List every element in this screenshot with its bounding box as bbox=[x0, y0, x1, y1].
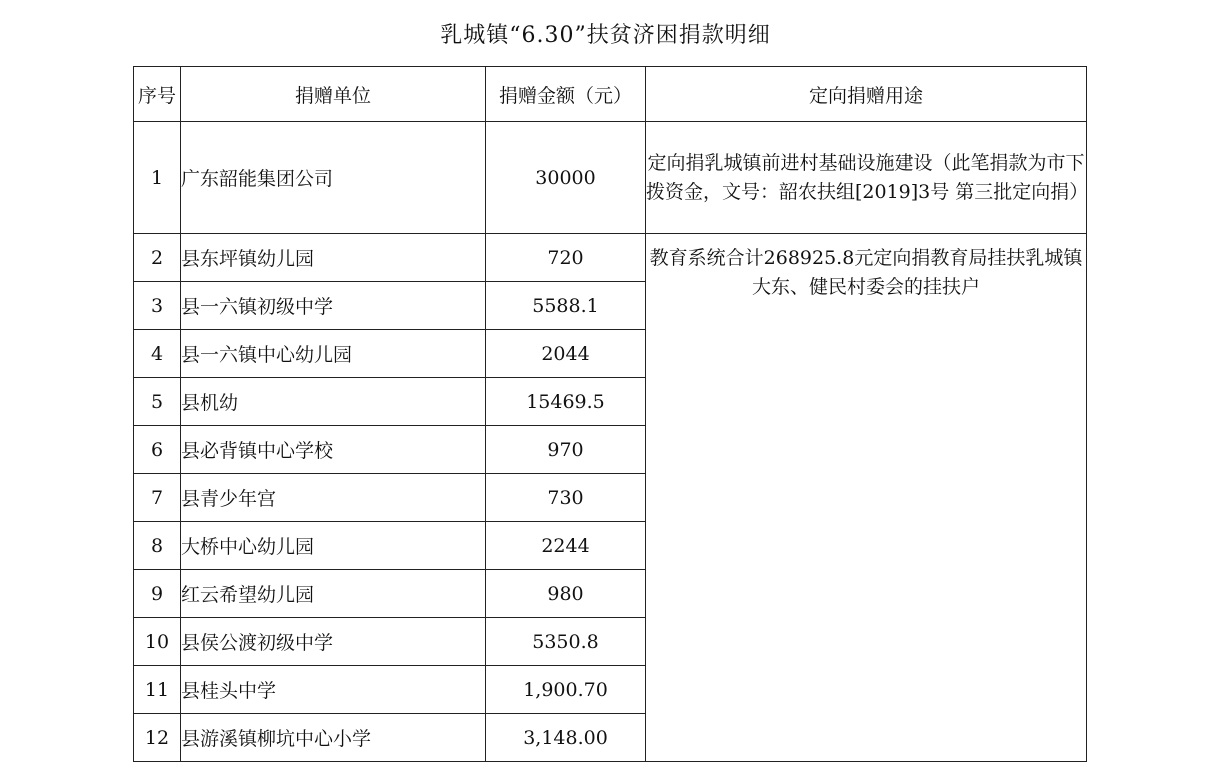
education-use: 教育系统合计268925.8元定向捐教育局挂扶乳城镇大东、健民村委会的挂扶户 bbox=[646, 234, 1087, 762]
table-header-row bbox=[134, 67, 1087, 122]
row-amount: 730 bbox=[486, 474, 646, 522]
row-unit: 县侯公渡初级中学 bbox=[181, 618, 486, 666]
row-no: 5 bbox=[134, 378, 181, 426]
row-amount: 15469.5 bbox=[486, 378, 646, 426]
row-unit: 县桂头中学 bbox=[181, 666, 486, 714]
donation-table bbox=[133, 66, 1087, 762]
row-no: 8 bbox=[134, 522, 181, 570]
row-no: 7 bbox=[134, 474, 181, 522]
row-amount: 980 bbox=[486, 570, 646, 618]
header-unit: 捐赠单位 bbox=[181, 67, 486, 122]
row-unit: 县一六镇中心幼儿园 bbox=[181, 330, 486, 378]
table-row bbox=[134, 122, 1087, 234]
row-no: 2 bbox=[134, 234, 181, 282]
row-no: 12 bbox=[134, 714, 181, 762]
header-amount: 捐赠金额（元） bbox=[486, 67, 646, 122]
row-no: 10 bbox=[134, 618, 181, 666]
row-no: 11 bbox=[134, 666, 181, 714]
row-amount: 5588.1 bbox=[486, 282, 646, 330]
row-unit: 红云希望幼儿园 bbox=[181, 570, 486, 618]
row-amount: 3,148.00 bbox=[486, 714, 646, 762]
row-unit: 县一六镇初级中学 bbox=[181, 282, 486, 330]
row-unit: 县东坪镇幼儿园 bbox=[181, 234, 486, 282]
row-unit: 县机幼 bbox=[181, 378, 486, 426]
row-amount: 720 bbox=[486, 234, 646, 282]
row-no: 9 bbox=[134, 570, 181, 618]
row-unit: 大桥中心幼儿园 bbox=[181, 522, 486, 570]
row-amount: 2244 bbox=[486, 522, 646, 570]
row-unit: 广东韶能集团公司 bbox=[181, 122, 486, 234]
row-no: 4 bbox=[134, 330, 181, 378]
header-use: 定向捐赠用途 bbox=[646, 67, 1087, 122]
row-amount: 970 bbox=[486, 426, 646, 474]
row-unit: 县游溪镇柳坑中心小学 bbox=[181, 714, 486, 762]
row-no: 3 bbox=[134, 282, 181, 330]
row-amount: 2044 bbox=[486, 330, 646, 378]
row-amount: 30000 bbox=[486, 122, 646, 234]
table-row bbox=[134, 234, 1087, 282]
row-amount: 1,900.70 bbox=[486, 666, 646, 714]
row-use: 定向捐乳城镇前进村基础设施建设（此笔捐款为市下拨资金，文号：韶农扶组[2019]3号 第三批定向捐） bbox=[646, 122, 1087, 234]
row-no: 1 bbox=[134, 122, 181, 234]
row-unit: 县青少年宫 bbox=[181, 474, 486, 522]
header-no: 序号 bbox=[134, 67, 181, 122]
row-no: 6 bbox=[134, 426, 181, 474]
row-unit: 县必背镇中心学校 bbox=[181, 426, 486, 474]
row-amount: 5350.8 bbox=[486, 618, 646, 666]
document-title: 乳城镇“6.30”扶贫济困捐款明细 bbox=[440, 23, 771, 48]
